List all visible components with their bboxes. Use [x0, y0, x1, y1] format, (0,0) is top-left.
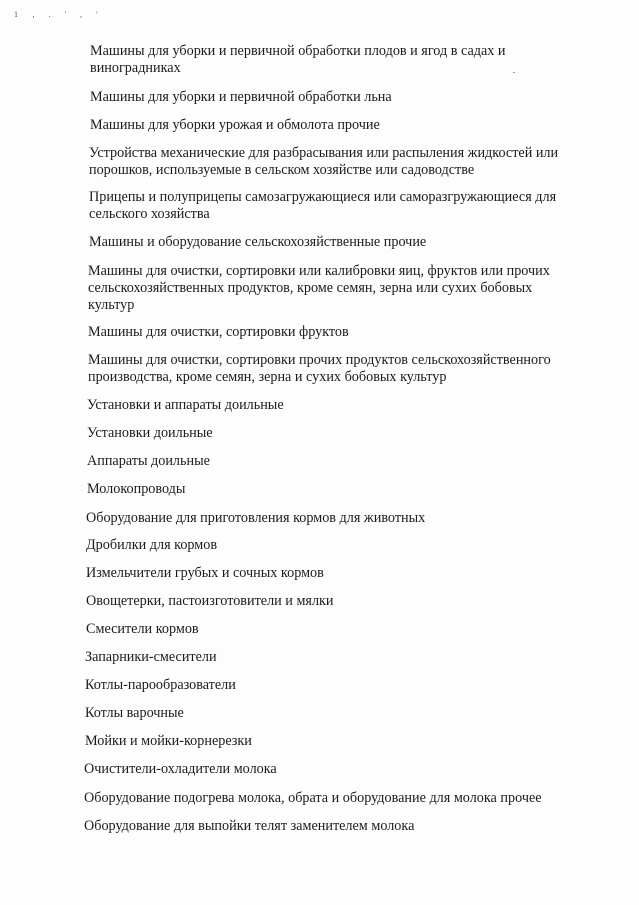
list-item: Оборудование для выпойки телят заменителем молока — [84, 818, 415, 834]
list-item: Машины для очистки, сортировки фруктов — [88, 324, 349, 340]
list-item: Аппараты доильные — [87, 453, 210, 469]
scan-marks: 1 ‚ . ' , ' — [14, 10, 104, 19]
list-item: Мойки и мойки-корнерезки — [85, 733, 252, 749]
list-item: Котлы варочные — [85, 705, 184, 721]
list-item: Машины для уборки урожая и обмолота прочие — [90, 117, 380, 133]
list-item: Смесители кормов — [86, 621, 199, 637]
list-item: Прицепы и полуприцепы самозагружающиеся или саморазгружающиеся для сельского хозяйства — [89, 189, 557, 222]
list-item: Машины и оборудование сельскохозяйственные прочие — [89, 234, 427, 250]
list-item: Машины для уборки и первичной обработки плодов и ягод в садах и виноградниках — [90, 43, 506, 76]
list-item: Дробилки для кормов — [86, 537, 218, 553]
list-item: Овощетерки, пастоизготовители и мялки — [86, 593, 334, 609]
list-item: Оборудование для приготовления кормов для животных — [86, 510, 426, 526]
list-item: Машины для уборки и первичной обработки льна — [90, 89, 392, 105]
list-item: Машины для очистки, сортировки прочих продуктов сельскохозяйственного производства, кроме семян, зерна и сухих бобовых культур — [88, 352, 551, 385]
list-item: Оборудование подогрева молока, обрата и оборудование для молока прочее — [84, 790, 542, 806]
list-item: Котлы-парообразователи — [85, 677, 236, 693]
list-item: Установки доильные — [87, 425, 213, 441]
list-item: Установки и аппараты доильные — [87, 397, 284, 413]
list-item: Машины для очистки, сортировки или калибровки яиц, фруктов или прочих сельскохозяйственных продуктов, кроме семян, зерна или сухих бобовых культур — [88, 263, 550, 313]
list-item: Очистители-охладители молока — [84, 761, 277, 777]
list-item: Запарники-смесители — [85, 649, 217, 665]
list-item: Молокопроводы — [87, 481, 186, 497]
list-item: Измельчители грубых и сочных кормов — [86, 565, 324, 581]
list-item: Устройства механические для разбрасывания или распыления жидкостей или порошков, используемые в сельском хозяйстве или садоводстве — [89, 145, 559, 178]
